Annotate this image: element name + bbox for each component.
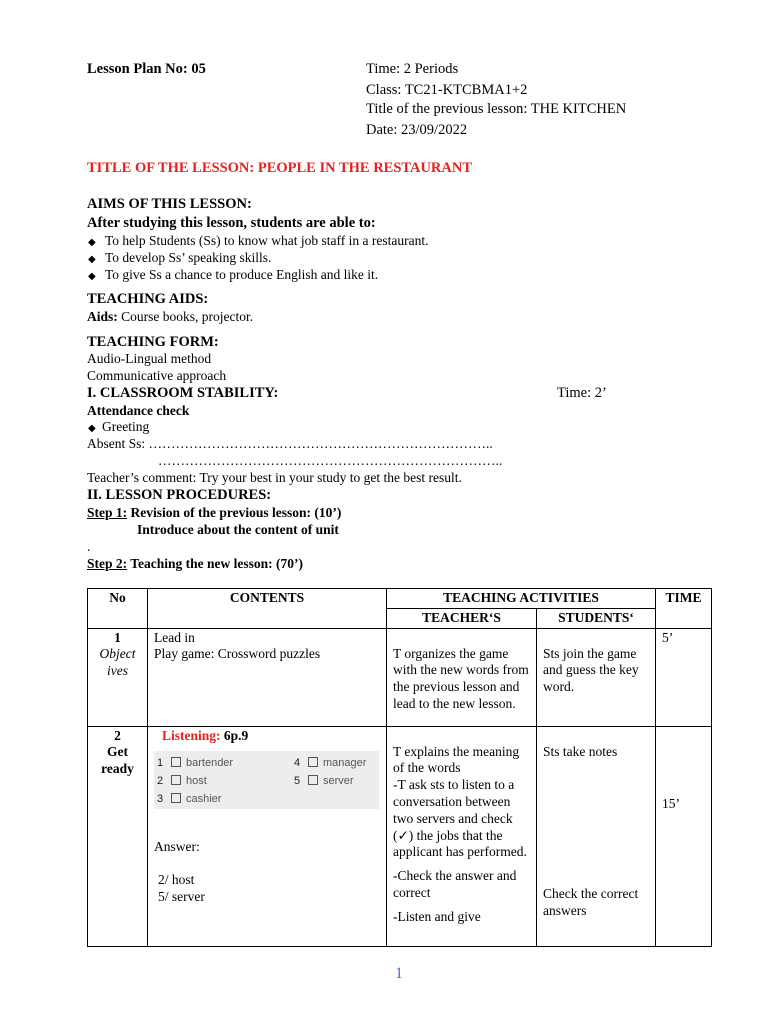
row-label: Object ives xyxy=(99,646,136,679)
checkbox-icon xyxy=(308,775,318,785)
teaching-form-approach: Communicative approach xyxy=(87,368,227,383)
teaching-form-heading: TEACHING FORM: xyxy=(87,334,219,350)
greeting-item: ◆ Greeting xyxy=(88,419,149,438)
diamond-bullet-icon: ◆ xyxy=(88,237,96,248)
student-activity: Check the correct answers xyxy=(543,886,639,919)
lesson-class: Class: TC21-KTCBMA1+2 xyxy=(366,82,528,98)
teacher-cell xyxy=(387,726,537,946)
answer-line: 2/ host xyxy=(158,872,195,888)
checkbox-icon xyxy=(171,757,181,767)
lesson-date: Date: 23/09/2022 xyxy=(366,122,468,138)
table-row xyxy=(88,726,712,946)
row-number-cell xyxy=(88,628,148,726)
teaching-aids-line: Aids: Course books, projector. xyxy=(87,309,254,324)
job-option: 4 manager xyxy=(294,757,367,770)
diamond-bullet-icon: ◆ xyxy=(88,254,96,265)
row-number: 1 xyxy=(114,629,121,645)
time-cell: 15’ xyxy=(656,726,712,946)
header-contents: CONTENTS xyxy=(148,589,387,629)
teacher-comment: Teacher’s comment: Try your best in your study to get the best result. xyxy=(87,470,462,485)
aim-item: ◆ To give Ss a chance to produce English and like it. xyxy=(88,267,378,286)
step-1: Step 1: Revision of the previous lesson: (10’) xyxy=(87,505,342,520)
checkbox-icon xyxy=(308,757,318,767)
header-time: TIME xyxy=(656,589,712,629)
aim-item: ◆ To develop Ss’ speaking skills. xyxy=(88,250,271,269)
header-students: STUDENTS‘ xyxy=(537,608,656,628)
time-cell: 5’ xyxy=(656,628,712,726)
content-line: Lead in xyxy=(154,629,195,645)
aim-item: ◆ To help Students (Ss) to know what job staff in a restaurant. xyxy=(88,233,429,252)
header-no: No xyxy=(88,589,148,629)
teaching-form-method: Audio-Lingual method xyxy=(87,351,212,366)
row-number: 2 xyxy=(114,727,121,743)
job-checklist-image xyxy=(154,751,379,809)
teacher-activity: T organizes the game with the new words from the previous lesson and lead to the new lesson. xyxy=(393,645,529,711)
aims-subheading: After studying this lesson, students are able to: xyxy=(87,215,376,231)
content-line: Play game: Crossword puzzles xyxy=(154,646,321,662)
procedures-heading: II. LESSON PROCEDURES: xyxy=(87,487,272,503)
header-teacher: TEACHER‘S xyxy=(387,608,537,628)
teacher-activity: T explains the meaning of the words xyxy=(393,743,520,776)
job-option: 5 server xyxy=(294,775,354,788)
header-activities: TEACHING ACTIVITIES xyxy=(387,589,656,609)
row-number-cell xyxy=(88,726,148,946)
absent-students: Absent Ss: ………………………………………………………………….. xyxy=(87,436,493,451)
stability-heading: I. CLASSROOM STABILITY: xyxy=(87,385,279,401)
page-number: 1 xyxy=(395,965,403,982)
table-row xyxy=(88,628,712,726)
student-activity: Sts take notes xyxy=(543,743,618,759)
teaching-aids-heading: TEACHING AIDS: xyxy=(87,291,209,307)
listening-line: Listening: 6p.9 xyxy=(162,727,249,743)
stray-dot: . xyxy=(87,539,91,554)
student-activity: Sts join the game and guess the key word. xyxy=(543,645,639,695)
table-header-row xyxy=(88,589,712,609)
attendance-check: Attendance check xyxy=(87,403,190,418)
job-option: 2 host xyxy=(157,775,207,788)
checkbox-icon xyxy=(171,793,181,803)
teacher-activity: -Check the answer and correct xyxy=(393,868,517,900)
stability-time: Time: 2’ xyxy=(557,385,607,401)
job-option: 3 cashier xyxy=(157,793,222,806)
contents-cell xyxy=(148,726,387,946)
aims-heading: AIMS OF THIS LESSON: xyxy=(87,196,252,212)
teacher-activity: -Listen and give xyxy=(393,908,481,924)
contents-cell xyxy=(148,628,387,726)
absent-students-continued: ………………………………………………………………….. xyxy=(158,453,503,468)
teacher-activity: -T ask sts to listen to a conversation between two servers and check (✓) the jobs that the applicant has performed. xyxy=(393,777,527,860)
teacher-cell xyxy=(387,628,537,726)
checkbox-icon xyxy=(171,775,181,785)
job-option: 1 bartender xyxy=(157,757,234,770)
diamond-bullet-icon: ◆ xyxy=(88,423,96,434)
step-1-sub: Introduce about the content of unit xyxy=(137,522,339,537)
lesson-table xyxy=(87,588,712,947)
students-cell xyxy=(537,726,656,946)
lesson-time: Time: 2 Periods xyxy=(366,61,459,77)
lesson-plan-number: Lesson Plan No: 05 xyxy=(87,61,206,77)
answer-label: Answer: xyxy=(154,839,200,855)
previous-lesson-title: Title of the previous lesson: THE KITCHEN xyxy=(366,101,627,117)
diamond-bullet-icon: ◆ xyxy=(88,271,96,282)
answer-line: 5/ server xyxy=(158,888,205,904)
row-label: Get ready xyxy=(101,744,134,777)
step-2: Step 2: Teaching the new lesson: (70’) xyxy=(87,556,304,571)
lesson-title: TITLE OF THE LESSON: PEOPLE IN THE RESTAURANT xyxy=(87,160,473,176)
students-cell xyxy=(537,628,656,726)
